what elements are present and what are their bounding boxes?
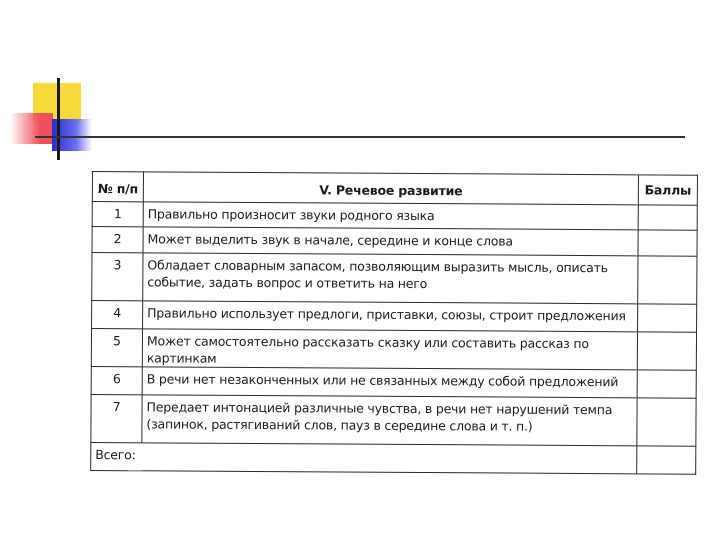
- row-criterion: Обладает словарным запасом, позволяющим выразить мысль, описать событие, задать вопрос и ответить на него: [143, 253, 638, 304]
- table-row: [92, 253, 697, 305]
- total-label: Всего:: [91, 442, 637, 473]
- table-row: [92, 202, 697, 231]
- row-score-cell: [638, 256, 697, 304]
- row-criterion: Может самостоятельно рассказать сказку или составить рассказ по картинкам: [142, 329, 637, 370]
- header-title: V. Речевое развитие: [143, 172, 638, 205]
- row-score-cell: [637, 398, 696, 446]
- title-divider-line: [35, 136, 685, 138]
- row-number: 6: [91, 366, 142, 394]
- row-number: 7: [91, 394, 142, 442]
- assessment-table: [90, 171, 698, 475]
- header-number: № п/п: [92, 172, 143, 202]
- row-number: 2: [92, 227, 143, 253]
- row-criterion: Правильно использует предлоги, приставки, союзы, строит предложения: [143, 301, 638, 332]
- header-score: Баллы: [638, 175, 697, 205]
- row-number: 4: [92, 301, 143, 329]
- decor-vertical-line: [57, 78, 60, 160]
- total-row: [91, 442, 696, 474]
- table-row: [92, 227, 697, 257]
- row-score-cell: [637, 370, 696, 398]
- row-criterion: В речи нет незаконченных или не связанных между собой предложений: [142, 367, 637, 398]
- table-row: [91, 329, 696, 371]
- table-row: [91, 394, 696, 446]
- decor-red-square: [10, 113, 53, 144]
- row-score-cell: [638, 205, 697, 230]
- speech-development-table: [90, 171, 692, 463]
- row-number: 1: [92, 202, 143, 227]
- row-number: 3: [92, 253, 143, 301]
- row-criterion: Может выделить звук в начале, середине и конце слова: [143, 227, 638, 256]
- row-criterion: Передает интонацией различные чувства, в речи нет нарушений темпа (запинок, растягиваний слов, пауз в середине слова и т. п.): [142, 395, 637, 446]
- table-row: [92, 301, 697, 333]
- table-row: [91, 366, 696, 398]
- table-header-row: [92, 172, 697, 206]
- row-score-cell: [637, 332, 696, 370]
- row-score-cell: [638, 304, 697, 332]
- row-number: 5: [91, 329, 142, 367]
- total-score-cell: [637, 446, 696, 474]
- row-criterion: Правильно произносит звуки родного языка: [143, 202, 638, 230]
- row-score-cell: [638, 230, 697, 256]
